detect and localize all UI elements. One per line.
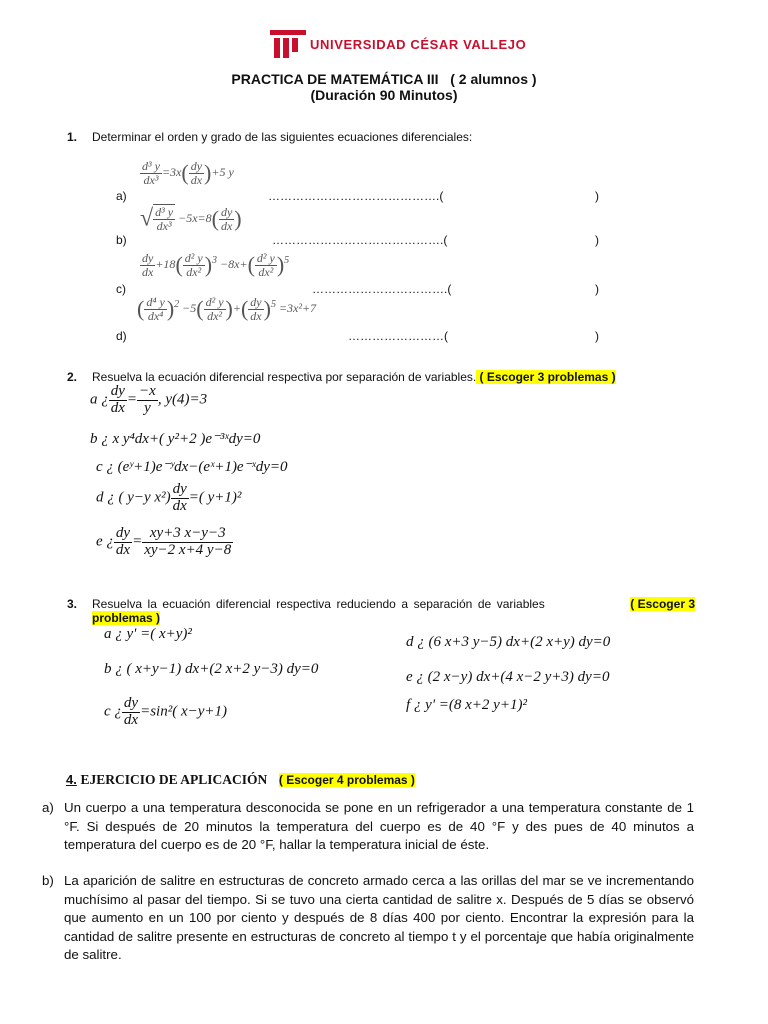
university-name: UNIVERSIDAD CÉSAR VALLEJO: [310, 37, 527, 52]
q1-number: 1.: [67, 130, 78, 144]
q1-a-blank: …………………………………….(: [268, 189, 444, 203]
q1-a-label: a): [116, 189, 127, 203]
q4-b-label: b): [42, 873, 54, 888]
q4-highlight: ( Escoger 4 problemas ): [278, 773, 415, 787]
q4-title: EJERCICIO DE APLICACIÓN: [80, 772, 268, 787]
q2-highlight: ( Escoger 3 problemas ): [476, 370, 616, 384]
q2-e-equation: e ¿ $\frac{dy}{dx}$ = $\frac{xy+3 x-y-3}{xy-2 x+4 y-8}$: [96, 525, 232, 558]
q2-a-condition: , y(4)=3: [157, 391, 208, 408]
q1-text: Determinar el orden y grado de las siguientes ecuaciones diferenciales:: [92, 130, 473, 144]
university-emblem-icon: [270, 30, 306, 60]
q3-c-equation: c ¿ $\frac{dy}{dx}$ =sin²( x−y+1): [104, 695, 228, 728]
q1-a-equation: $\frac{\text{d³ y}}{\text{dx³}}$ =3x( $\frac{dy}{dx}$ )+5 y: [142, 159, 234, 187]
q1-d-blank: ……………………(: [348, 329, 448, 343]
q3-a-equation: a ¿ y' =( x+y)²: [104, 626, 192, 642]
q1-c-close: ): [595, 282, 599, 296]
q2-d-equation: d ¿ ( y−y x²) $\frac{dy}{dx}$ =( y+1)²: [96, 481, 242, 514]
q3-highlight-2: problemas ): [92, 611, 161, 625]
q1-b-close: ): [595, 233, 599, 247]
q3-c-label: c ¿: [104, 703, 122, 720]
q3-highlight-1: ( Escoger 3: [630, 597, 695, 611]
q3-instruction: Resuelva la ecuación diferencial respectiva reduciendo a separación de variables: [92, 597, 545, 611]
q3-text: [92, 597, 695, 611]
q4-b-text: La aparición de salitre en estructuras de concreto armado cerca a las orillas del mar se ve incrementando muchísimo al pasar del tiempo. Si se tuvo una cierta cantidad de salitre x. Después de 5 días se observó que aumento en un 100 por ciento y después de 8 días 400 por ciento. Encontrar la expresión para la cantidad de salitre presente en estructuras de concreto al tiempo t y el porcentaje que había originalmente de salitre.: [64, 873, 694, 962]
q2-e-denominator: xy−2 x+4 y−8: [144, 541, 232, 558]
university-logo: [270, 30, 306, 65]
q2-d-rhs: =( y+1)²: [188, 489, 242, 506]
q3-c-rhs: =sin²( x−y+1): [140, 703, 228, 720]
q2-b-equation: b ¿ x y⁴dx+( y²+2 )e⁻³ˣdy=0: [90, 431, 261, 447]
page-subtitle: (Duración 90 Minutos): [310, 87, 458, 103]
q1-c-label: c): [116, 282, 126, 296]
q2-e-label: e ¿: [96, 533, 114, 550]
q2-c-equation: c ¿ (eʸ+1)e⁻ʸdx−(eˣ+1)e⁻ˣdy=0: [96, 459, 288, 475]
q3-d-equation: d ¿ (6 x+3 y−5) dx+(2 x+y) dy=0: [406, 634, 611, 650]
q3-f-equation: f ¿ y' =(8 x+2 y+1)²: [406, 697, 527, 713]
q2-d-label: d ¿ ( y−y x²): [96, 489, 171, 506]
q1-b-equation: √ $\frac{\text{d³ y}}{\text{dx³}}$ −5x=8( $\frac{dy}{dx}$ ): [140, 205, 242, 233]
q1-d-label: d): [116, 329, 127, 343]
q1-d-equation: ( $\frac{\text{d⁴ y}}{\text{dx⁴}}$ )$^2$ −5( $\frac{\text{d² y}}{\text{dx²}}$ )+( $\frac{dy}{dx}$ )$^5$ =3x²+7: [137, 295, 317, 323]
q1-a-close: ): [595, 189, 599, 203]
q1-b-label: b): [116, 233, 127, 247]
page-title: PRACTICA DE MATEMÁTICA III ( 2 alumnos ): [231, 71, 537, 87]
q4-a-text: Un cuerpo a una temperatura desconocida se pone en un refrigerador a una temperatura constante de 1 °F. Si después de 20 minutos la temperatura del cuerpo es de 40 °F y des pues de 40 minutos a temperatura del cuerpo es de 20 °F, hallar la temperatura inicial de éste.: [64, 800, 694, 852]
q4-heading: [66, 772, 415, 788]
q3-e-equation: e ¿ (2 x−y) dx+(4 x−2 y+3) dy=0: [406, 669, 610, 685]
q4-number: 4.: [66, 772, 77, 787]
q2-instruction: Resuelva la ecuación diferencial respectiva por separación de variables.: [92, 370, 477, 384]
q2-text: [92, 370, 616, 384]
q3-b-equation: b ¿ ( x+y−1) dx+(2 x+2 y−3) dy=0: [104, 661, 319, 677]
q3-number: 3.: [67, 597, 78, 611]
q1-c-blank: …………………………….(: [312, 282, 452, 296]
q2-a-label: a ¿: [90, 391, 109, 408]
q1-c-equation: $\frac{dy}{dx}$ +18( $\frac{\text{d² y}}{\text{dx²}}$ )$^3$ −8x+( $\frac{\text{d² y}}{\text{dx²}}$ )$^5$: [142, 251, 290, 279]
q1-d-close: ): [595, 329, 599, 343]
q2-a-equation: a ¿ $\frac{dy}{dx}$ = $\frac{-x}{y}$ , y(4)=3: [90, 383, 208, 416]
q2-number: 2.: [67, 370, 78, 384]
q1-b-blank: …………………………………….(: [272, 233, 448, 247]
q4-a-label: a): [42, 800, 54, 815]
q2-e-numerator: xy+3 x−y−3: [149, 525, 226, 541]
